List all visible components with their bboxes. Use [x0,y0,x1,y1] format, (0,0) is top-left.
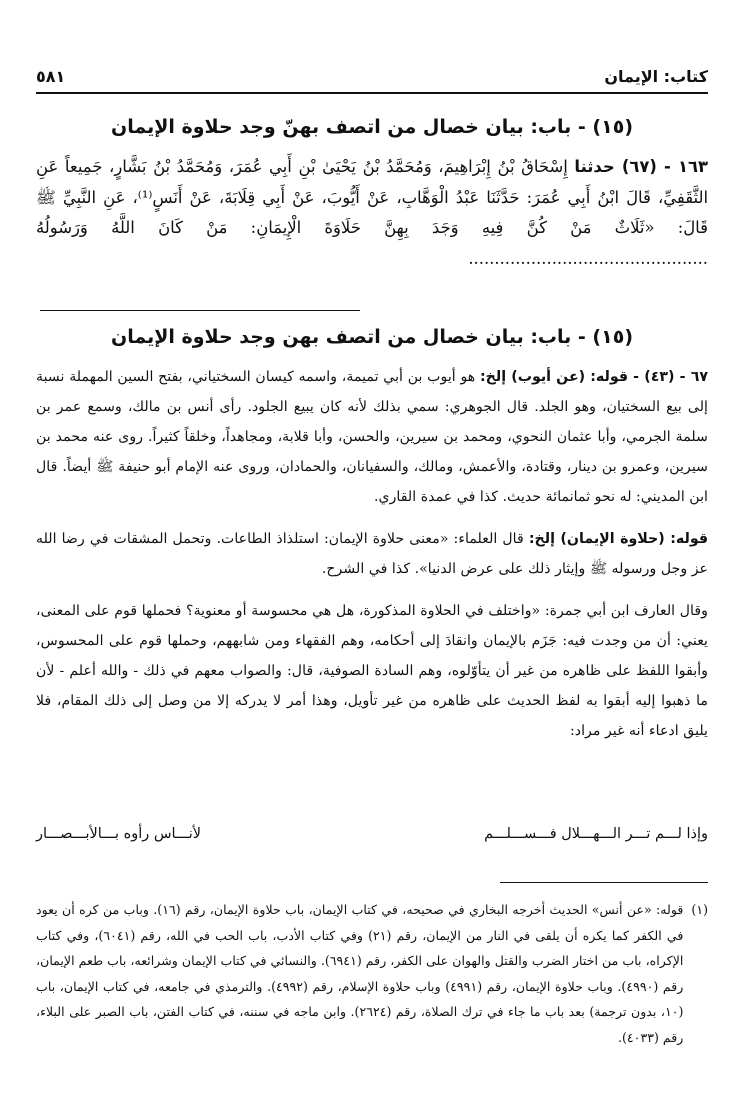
verse-first-hemistich: وإذا لـــم تـــر الـــهـــلال فـــســـلـــم [484,826,708,842]
commentary-text: هو أيوب بن أبي تميمة، واسمه كيسان السختياني، بفتح السين المهملة نسبة إلى بيع السختيان، وهو الجلد. قال الجوهري: سمي بذلك لأنه كان يبيع الجلود. رأى أنس بن مالك، وسمع عمر بن سلمة الجرمي، وأبا عثمان النحوي، ومحمد بن سيرين، والحسن، وأبا قلابة، ومجاهداً، وخلقاً كثيراً. روى عنه محمد بن سيرين، وعمرو بن دينار، وقتادة، والأعمش، ومالك، والسفيانان، والحمادان، وروى عنه الإمام أبو حنيفة ﷺ أيضاً. قال ابن المديني: له نحو ثمانمائة حديث. كذا في عمدة القاري. [36,369,708,505]
paragraph-gap [36,584,708,596]
header-divider [36,92,708,94]
book-title: كتاب: الإيمان [604,67,708,86]
footnote-text: قوله: «عن أنس» الحديث أخرجه البخاري في صحيحه، في كتاب الإيمان، باب حلاوة الإيمان، رقم (١٦). وباب من كره أن يعود في الكفر كما يكره أن يلقى في النار من الإيمان، رقم (٢١) وفي كتاب الأدب، باب الحب في الله، رقم (٦٠٤١)، وفي كتاب الإكراه، باب من اختار الضرب والقتل والهوان على الكفر، رقم (٦٩٤١). والنسائي في كتاب الإيمان وشرائعه، باب طعم الإيمان، رقم (٤٩٩٠). وباب حلاوة الإيمان، رقم (٤٩٩١) وباب حلاوة الإسلام، رقم (٤٩٩٢). والترمذي في جامعه، في كتاب الإيمان، باب (١٠، بدون ترجمة) بعد باب ما جاء في ترك الصلاة، رقم (٢٦٢٤). وابن ماجه في سننه، في كتاب الفتن، باب الصبر على البلاء، رقم (٤٠٣٣). [36,902,684,1045]
footnote-divider [500,882,708,883]
commentary-heading: (١٥) - باب: بيان خصال من اتصف بهن وجد حلاوة الإيمان [111,326,633,348]
footnote [36,897,708,1050]
verse-second-hemistich: لأنـــاس رأوه بـــالأبـــصـــار [36,826,202,842]
paragraph-gap [36,512,708,524]
commentary-lead: ٦٧ - (٤٣) - قوله: (عن أيوب) إلخ: [479,369,709,385]
hadith-text-block [36,152,708,274]
commentary-lead: قوله: (حلاوة الإيمان) إلخ: [528,531,708,547]
hadith-number: ١٦٣ - (٦٧) حدثنا [574,157,708,176]
commentary-block [36,362,708,746]
hadith-body: إِسْحَاقُ بْنُ إِبْرَاهِيمَ، وَمُحَمَّدُ بْنُ يَحْيَىٰ بْنِ أَبِي عُمَرَ، وَمُحَمَّدُ بْنُ بَشَّارٍ، جَمِيعاً عَنِ الثَّقَفِيِّ، قَالَ ابْنُ أَبِي عُمَرَ: حَدَّثَنَا عَبْدُ الْوَهَّابِ، عَنْ أَيُّوبَ، عَنْ أَبِي قِلَابَةَ، عَنْ أَنَسٍ⁽¹⁾، عَنِ النَّبِيِّ ﷺ قَالَ: «ثَلَاثٌ مَنْ كُنَّ فِيهِ وَجَدَ بِهِنَّ حَلَاوَةَ الْإِيمَانِ: مَنْ كَانَ اللَّهُ وَرَسُولُهُ .............................................. [36,157,708,268]
footnote-marker: (١) [691,902,708,917]
commentary-paragraph: وقال العارف ابن أبي جمرة: «واختلف في الحلاوة المذكورة، هل هي محسوسة أو معنوية؟ فحملها قوم على المعنى، يعني: أن من وجدت فيه: جَزَم بالإيمان وانقادَ إلى أحكامه، وهم الفقهاء ومن شابههم، وحملها قوم على المحسوس، وأبقوا اللفظ على ظاهره من غير أن يتأوّلوه، وهم السادة الصوفية، قال: والصواب معهم في ذلك - والله أعلم - لأن ما ذهبوا إليه أبقوا به لفظ الحديث على ظاهره من غير تأويل، وهذا أمر لا يدركه إلا من وصل إلى ذلك المقام، فلا يليق ادعاء أنه غير مراد: [36,603,708,739]
commentary-paragraph [36,362,708,512]
poetry-verse [36,826,708,856]
running-header [36,58,708,86]
section-divider [40,310,360,311]
page-number: ٥٨١ [36,67,66,86]
chapter-heading: (١٥) - باب: بيان خصال من اتصف بهنّ وجد حلاوة الإيمان [111,116,633,138]
commentary-paragraph [36,524,708,584]
commentary-text: قال العلماء: «معنى حلاوة الإيمان: استلذاذ الطاعات. وتحمل المشقات في رضا الله عز وجل ورسوله ﷺ وإيثار ذلك على عرض الدنيا». كذا في الشرح. [36,531,708,577]
